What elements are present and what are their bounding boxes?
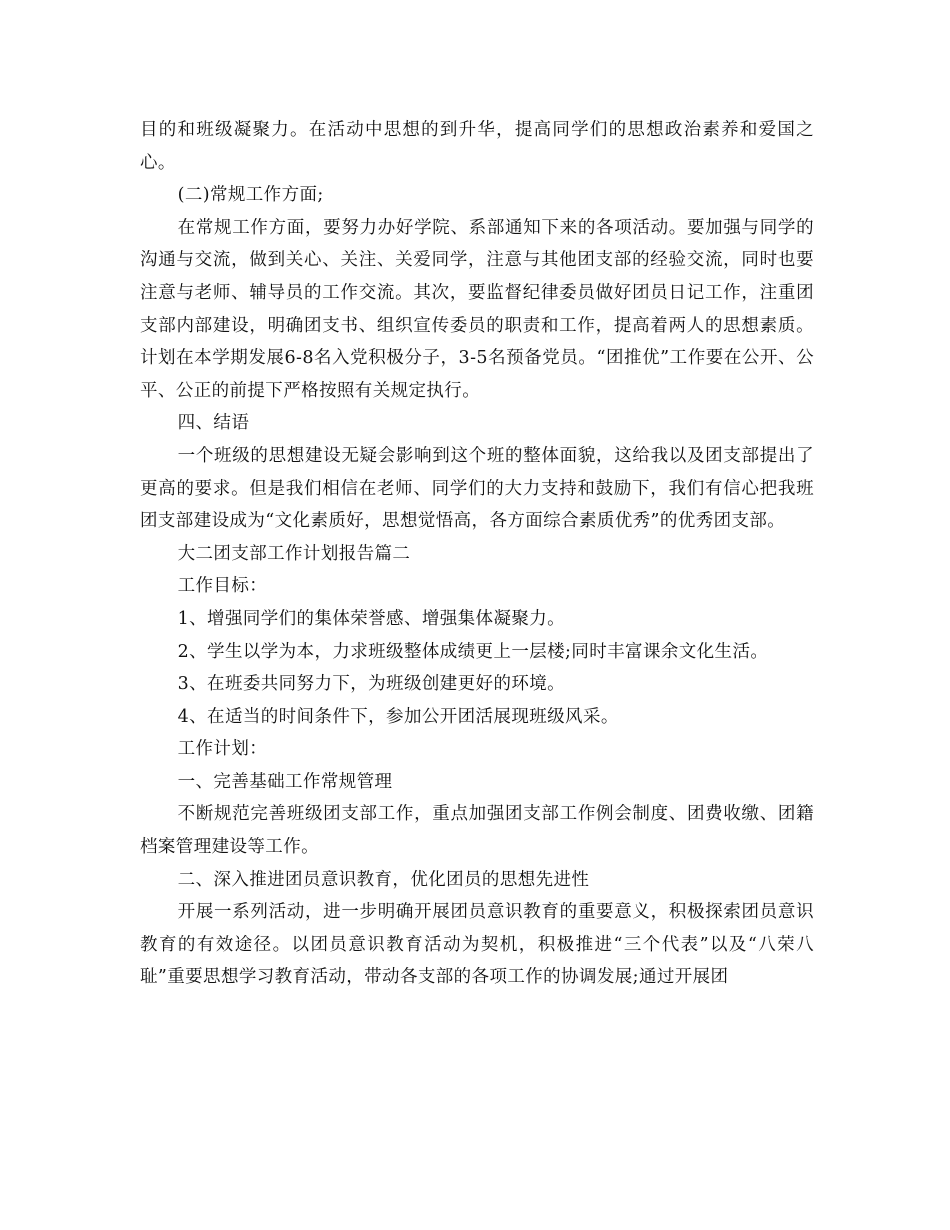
section-heading-conclusion: 四、结语 (177, 413, 250, 434)
paragraph-continuation: 目的和班级凝聚力。在活动中思想的到升华，提高同学们的思想政治素养和爱国之心。 (140, 120, 814, 173)
article-title-part-two: 大二团支部工作计划报告篇二 (177, 543, 411, 564)
plan-paragraph-1: 不断规范完善班级团支部工作，重点加强团支部工作例会制度、团费收缴、团籍档案管理建设等工作。 (140, 804, 814, 858)
goal-item-3: 3、在班委共同努力下，为班级创建更好的环境。 (177, 674, 566, 695)
section-heading-routine-work: (二)常规工作方面; (177, 185, 324, 206)
plan-heading-2: 二、深入推进团员意识教育，优化团员的思想先进性 (177, 869, 590, 890)
heading-work-plan: 工作计划： (177, 739, 268, 760)
goal-item-4: 4、在适当的时间条件下，参加公开团活展现班级风采。 (177, 706, 619, 727)
goal-item-2: 2、学生以学为本，力求班级整体成绩更上一层楼;同时丰富课余文化生活。 (177, 641, 769, 662)
document-body (140, 114, 814, 994)
paragraph-conclusion: 一个班级的思想建设无疑会影响到这个班的整体面貌，这给我以及团支部提出了更高的要求。但是我们相信在老师、同学们的大力支持和鼓励下，我们有信心把我班团支部建设成为“文化素质好，思想觉悟高，各方面综合素质优秀”的优秀团支部。 (140, 445, 814, 532)
plan-heading-1: 一、完善基础工作常规管理 (177, 771, 393, 792)
heading-work-goals: 工作目标： (177, 576, 268, 597)
plan-paragraph-2: 开展一系列活动，进一步明确开展团员意识教育的重要意义，积极探索团员意识教育的有效途径。以团员意识教育活动为契机，积极推进“三个代表”以及“八荣八耻”重要思想学习教育活动，带动各支部的各项工作的协调发展;通过开展团 (140, 902, 814, 988)
paragraph-routine-work: 在常规工作方面，要努力办好学院、系部通知下来的各项活动。要加强与同学的沟通与交流，做到关心、关注、关爱同学，注意与其他团支部的经验交流，同时也要注意与老师、辅导员的工作交流。其次，要监督纪律委员做好团员日记工作，注重团支部内部建设，明确团支书、组织宣传委员的职责和工作，提高着两人的思想素质。计划在本学期发展6-8名入党积极分子，3-5名预备党员。“团推优”工作要在公开、公平、公正的前提下严格按照有关规定执行。 (140, 217, 814, 401)
goal-item-1: 1、增强同学们的集体荣誉感、增强集体凝聚力。 (177, 608, 566, 629)
